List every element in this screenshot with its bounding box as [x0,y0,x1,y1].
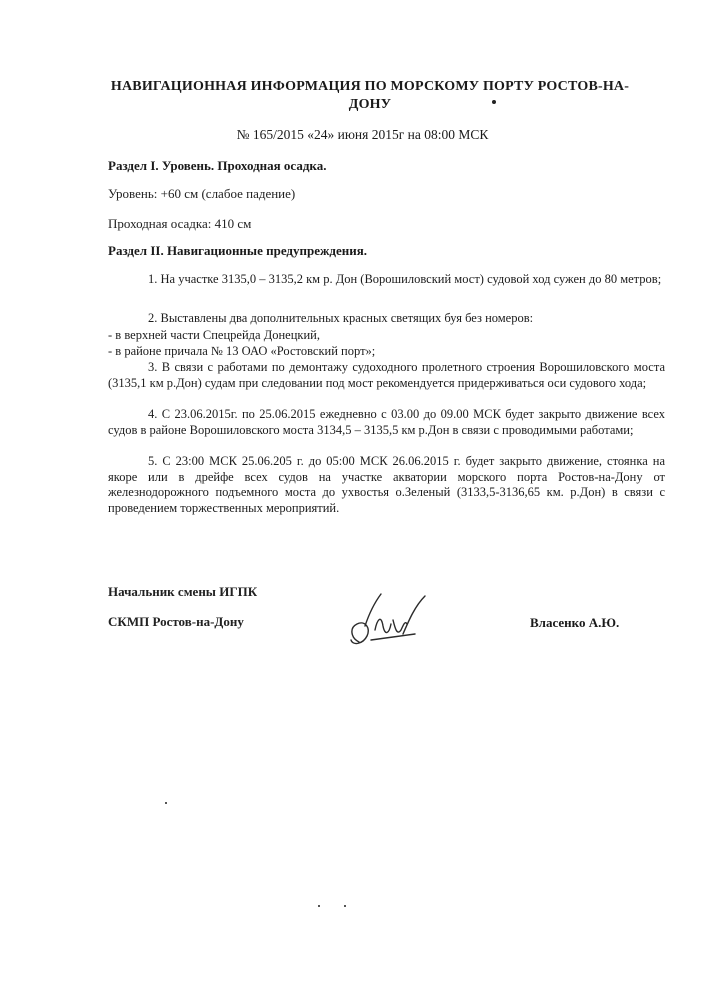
scan-speck [165,802,167,804]
warning-4: 4. С 23.06.2015г. по 25.06.2015 ежедневно с 03.00 до 09.00 МСК будет закрыто движение всех судов в районе Ворошиловского моста 3134,5 – 3135,5 км р.Дон в связи с проводимыми работами; [108,407,665,437]
handwritten-signature [345,590,435,660]
document-number-date: № 165/2015 «24» июня 2015г на 08:00 МСК [236,127,489,142]
title-line-1: НАВИГАЦИОННАЯ ИНФОРМАЦИЯ ПО МОРСКОМУ ПОРТУ РОСТОВ-НА- [110,79,630,94]
signatory-organization: СКМП Ростов-на-Дону [108,614,244,629]
passage-draft: Проходная осадка: 410 см [108,216,252,231]
scan-speck [344,905,346,907]
warning-1: 1. На участке 3135,0 – 3135,2 км р. Дон (Ворошиловский мост) судовой ход сужен до 80 метров; [148,272,662,286]
warning-2-item-a: - в верхней части Спецрейда Донецкий, [108,328,320,342]
warning-2-item-b: - в районе причала № 13 ОАО «Ростовский порт»; [108,344,376,358]
section-1-heading: Раздел I. Уровень. Проходная осадка. [108,158,327,173]
warning-5: 5. С 23:00 МСК 25.06.205 г. до 05:00 МСК 26.06.2015 г. будет закрыто движение, стоянка на якоре или в дрейфе всех судов на участке акватории морского порта Ростов-на-Дону от железнодорожного подъемного моста до ухвостья о.Зеленый (3133,5-3136,65 км. р.Дон) в связи с проведением торжественных мероприятий. [108,454,665,515]
document-title [110,78,630,114]
warning-3: 3. В связи с работами по демонтажу судоходного пролетного строения Ворошиловского моста (3135,1 км р.Дон) судам при следовании под мост рекомендуется придерживаться оси судового хода; [108,360,665,390]
signatory-name: Власенко А.Ю. [530,615,620,630]
stray-dot [492,100,496,104]
title-line-2: ДОНУ [348,97,392,112]
section-2-heading: Раздел II. Навигационные предупреждения. [108,243,368,258]
signatory-position: Начальник смены ИГПК [108,584,258,599]
warning-2: 2. Выставлены два дополнительных красных светящих буя без номеров: [148,311,534,325]
scan-speck [318,905,320,907]
water-level: Уровень: +60 см (слабое падение) [108,186,296,201]
